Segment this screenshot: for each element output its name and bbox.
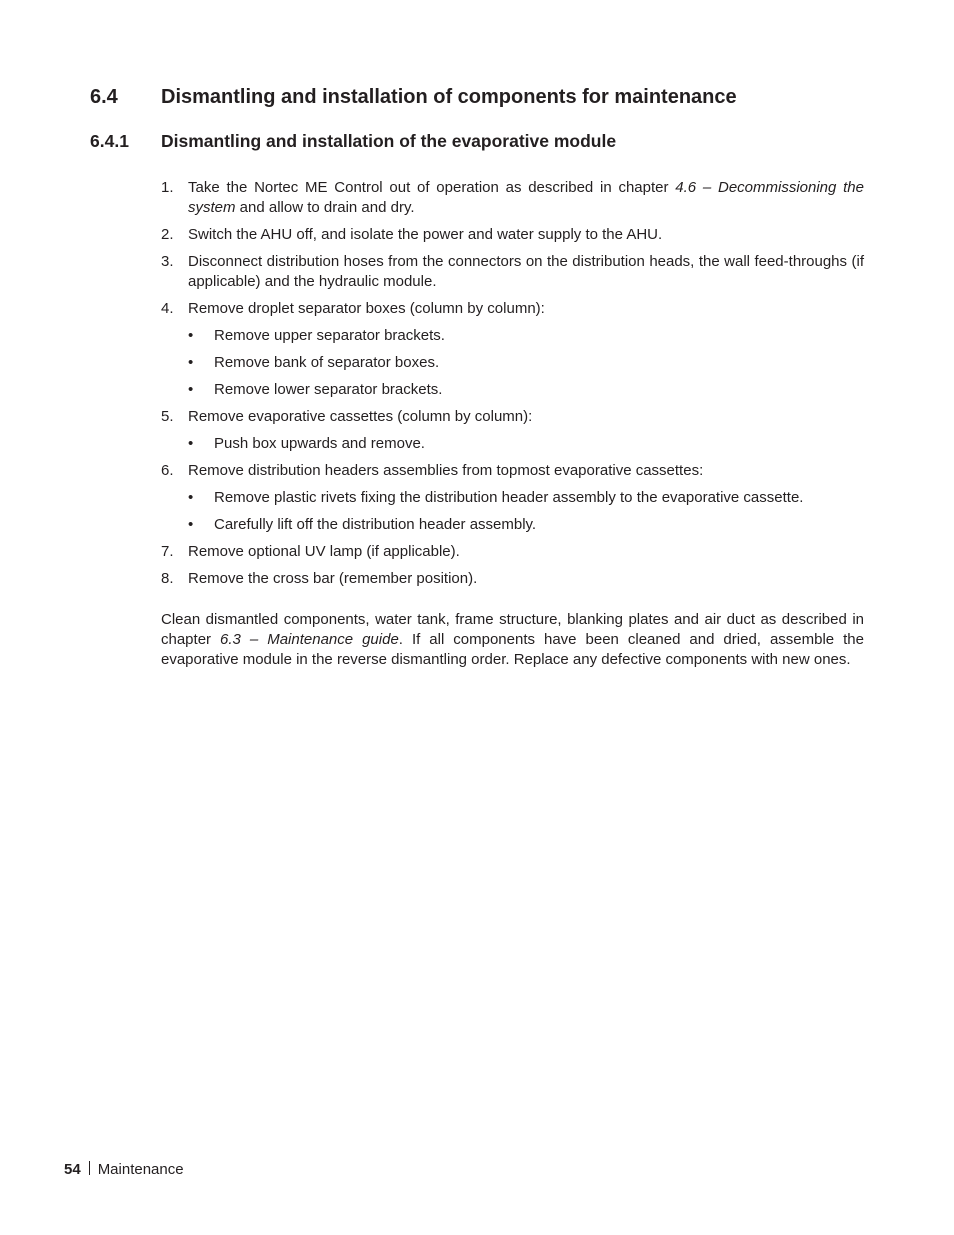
sub-item-text: Remove bank of separator boxes. <box>214 354 440 371</box>
step-number: 5. <box>161 408 174 425</box>
section-number: 6.4 <box>90 86 118 108</box>
sub-list-item <box>188 515 864 535</box>
step-text: Take the Nortec ME Control out of operation as described in chapter <box>188 179 676 196</box>
bullet-icon: • <box>188 516 194 533</box>
bullet-icon: • <box>188 354 194 371</box>
main-content <box>161 178 864 670</box>
step-text-end: and allow to drain and dry. <box>235 199 415 216</box>
footer-section-title: Maintenance <box>97 1161 184 1178</box>
sub-list-item <box>188 326 864 346</box>
chapter-reference-link: 6.3 – Maintenance guide <box>220 631 399 648</box>
bullet-icon: • <box>188 327 194 344</box>
sub-item-text: Remove upper separator brackets. <box>214 327 445 344</box>
step-text: Remove optional UV lamp (if applicable). <box>188 543 460 560</box>
list-item <box>161 178 864 218</box>
list-item <box>161 461 864 535</box>
bullet-icon: • <box>188 381 194 398</box>
paragraph-text-end: . If all components have been cleaned and dried, assemble the evaporative module in the reverse dismantling order. Replace any defective components with new ones. <box>161 631 864 668</box>
step-text: Remove droplet separator boxes (column by column): <box>188 300 545 317</box>
step-number: 1. <box>161 179 174 196</box>
step-text: Disconnect distribution hoses from the connectors on the distribution heads, the wall feed-throughs (if applicable) and the hydraulic module. <box>188 253 864 290</box>
step-number: 2. <box>161 226 174 243</box>
page-number: 54 <box>64 1161 81 1178</box>
step-text: Remove the cross bar (remember position). <box>188 570 478 587</box>
list-item <box>161 542 864 562</box>
sub-list-item <box>188 380 864 400</box>
page-footer <box>64 1160 184 1180</box>
bullet-icon: • <box>188 489 194 506</box>
step-text: Remove distribution headers assemblies from topmost evaporative cassettes: <box>188 462 704 479</box>
subsection-title: Dismantling and installation of the evaporative module <box>161 131 617 151</box>
chapter-reference-link: 4.6 – Decommissioning the system <box>188 179 864 216</box>
sub-list-item <box>188 434 864 454</box>
sub-list-item <box>188 353 864 373</box>
section-heading <box>90 85 870 109</box>
bullet-icon: • <box>188 435 194 452</box>
section-title: Dismantling and installation of components for maintenance <box>161 86 737 108</box>
list-item <box>161 407 864 454</box>
sub-item-text: Push box upwards and remove. <box>214 435 425 452</box>
sub-item-text: Remove plastic rivets fixing the distribution header assembly to the evaporative cassette. <box>214 489 804 506</box>
subsection-number: 6.4.1 <box>90 131 129 151</box>
paragraph-text: Clean dismantled components, water tank, frame structure, blanking plates and air duct as described in chapter <box>161 611 864 648</box>
step-number: 7. <box>161 543 174 560</box>
step-number: 6. <box>161 462 174 479</box>
sub-item-text: Remove lower separator brackets. <box>214 381 443 398</box>
sub-list <box>188 488 864 535</box>
step-number: 8. <box>161 570 174 587</box>
steps-list <box>161 178 864 589</box>
step-text: Switch the AHU off, and isolate the power and water supply to the AHU. <box>188 226 663 243</box>
sub-list <box>188 326 864 400</box>
step-number: 4. <box>161 300 174 317</box>
sub-list <box>188 434 864 454</box>
list-item <box>161 569 864 589</box>
step-text: Remove evaporative cassettes (column by column): <box>188 408 533 425</box>
list-item <box>161 252 864 292</box>
closing-paragraph <box>161 610 864 670</box>
list-item <box>161 299 864 400</box>
step-number: 3. <box>161 253 174 270</box>
sub-list-item <box>188 488 864 508</box>
footer-divider <box>89 1161 90 1175</box>
list-item <box>161 225 864 245</box>
sub-item-text: Carefully lift off the distribution header assembly. <box>214 516 537 533</box>
subsection-heading <box>90 130 870 152</box>
